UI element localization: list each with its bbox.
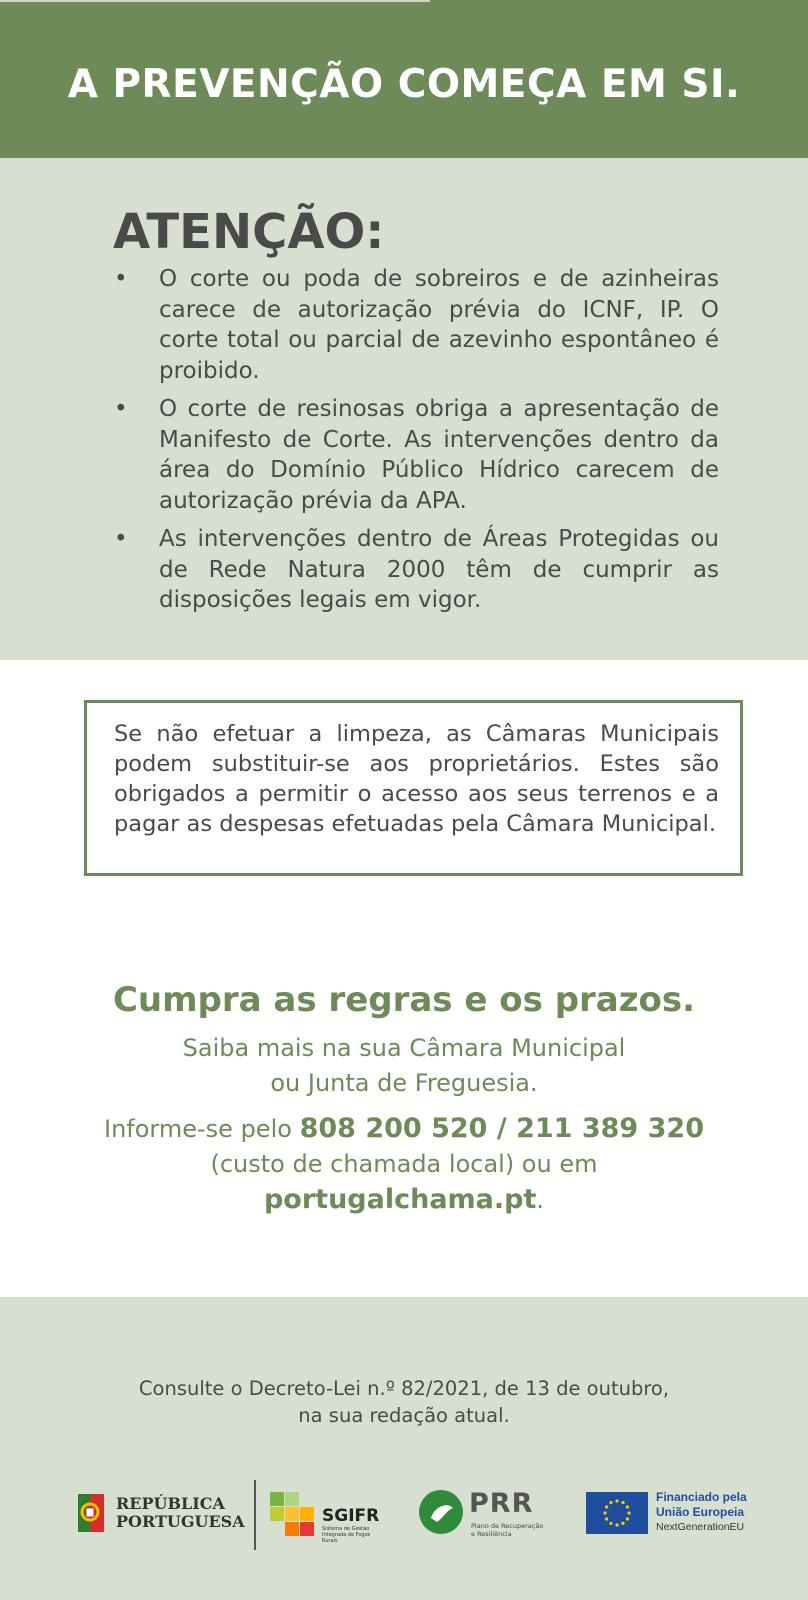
- phone-numbers[interactable]: 808 200 520 / 211 389 320: [299, 1113, 704, 1144]
- attention-list: [112, 264, 719, 624]
- info-prefix: Informe-se pelo: [104, 1115, 300, 1143]
- republica-line1: REPÚBLICA: [116, 1494, 225, 1513]
- info-line2: (custo de chamada local) ou em: [210, 1150, 598, 1178]
- decree-line1: Consulte o Decreto-Lei n.º 82/2021, de 13 de outubro,: [138, 1377, 670, 1400]
- decree-note: [0, 1375, 808, 1429]
- eu-text: [656, 1490, 776, 1535]
- attention-item: [112, 264, 719, 386]
- cta-title: Cumpra as regras e os prazos.: [112, 980, 696, 1020]
- prr-name: PRR: [469, 1488, 534, 1519]
- sgifr-grid-icon: [270, 1492, 314, 1536]
- prr-subtitle: [471, 1522, 561, 1538]
- sgifr-subtitle: Sistema de Gestão Integrada de Fogos Rurais: [322, 1526, 371, 1544]
- header-banner: [0, 0, 808, 158]
- attention-item-text: O corte ou poda de sobreiros e de azinheiras carece de autorização prévia do ICNF, IP. O corte total ou parcial de azevinho espontâneo é proibido.: [159, 266, 719, 384]
- attention-item: [112, 524, 719, 616]
- website-suffix: .: [536, 1186, 545, 1214]
- eu-line1: Financiado pela: [656, 1490, 747, 1504]
- bullet-icon: •: [114, 266, 128, 292]
- attention-title: ATENÇÃO:: [113, 204, 385, 260]
- republica-line2: PORTUGUESA: [116, 1512, 245, 1531]
- logo-divider: [254, 1480, 256, 1550]
- cta-subtitle: [0, 1031, 808, 1101]
- bullet-icon: •: [114, 526, 128, 552]
- prr-subtitle-line1: Plano de Recuperação: [471, 1522, 544, 1530]
- eu-line3: NextGenerationEU: [656, 1521, 745, 1533]
- logo-strip: [0, 1480, 808, 1560]
- republica-text: [116, 1495, 266, 1531]
- notice-text: Se não efetuar a limpeza, as Câmaras Municipais podem substituir-se aos proprietários. Estes são obrigados a permitir o acesso aos seus terrenos e a pagar as despesas efetuadas pela Câmara Municipal.: [114, 721, 719, 837]
- call-to-action: [0, 975, 808, 1218]
- bullet-icon: •: [114, 396, 128, 422]
- attention-item-text: O corte de resinosas obriga a apresentação de Manifesto de Corte. As intervenções dentro da área do Domínio Público Hídrico carecem de autorização prévia da APA.: [159, 396, 719, 514]
- cta-subtitle-line2: ou Junta de Freguesia.: [270, 1069, 538, 1097]
- prr-subtitle-line2: e Resiliência: [471, 1530, 512, 1538]
- cta-contact-info: [0, 1111, 808, 1218]
- portugal-emblem-icon: [74, 1490, 106, 1536]
- prr-circle-icon: [417, 1488, 465, 1536]
- decree-line2: na sua redação atual.: [298, 1404, 510, 1427]
- eu-line2: União Europeia: [656, 1505, 745, 1519]
- header-top-line: [0, 0, 430, 2]
- notice-box: [84, 700, 743, 876]
- attention-item: [112, 394, 719, 516]
- footer: [0, 1297, 808, 1600]
- cta-subtitle-line1: Saiba mais na sua Câmara Municipal: [182, 1034, 626, 1062]
- eu-flag-icon: [586, 1492, 648, 1534]
- attention-item-text: As intervenções dentro de Áreas Protegidas ou de Rede Natura 2000 têm de cumprir as disposições legais em vigor.: [159, 526, 719, 613]
- sgifr-name: SGIFR: [322, 1506, 380, 1526]
- website-link[interactable]: portugalchama.pt: [263, 1184, 537, 1215]
- page-headline: A PREVENÇÃO COMEÇA EM SI.: [67, 62, 741, 107]
- attention-section: [0, 158, 808, 660]
